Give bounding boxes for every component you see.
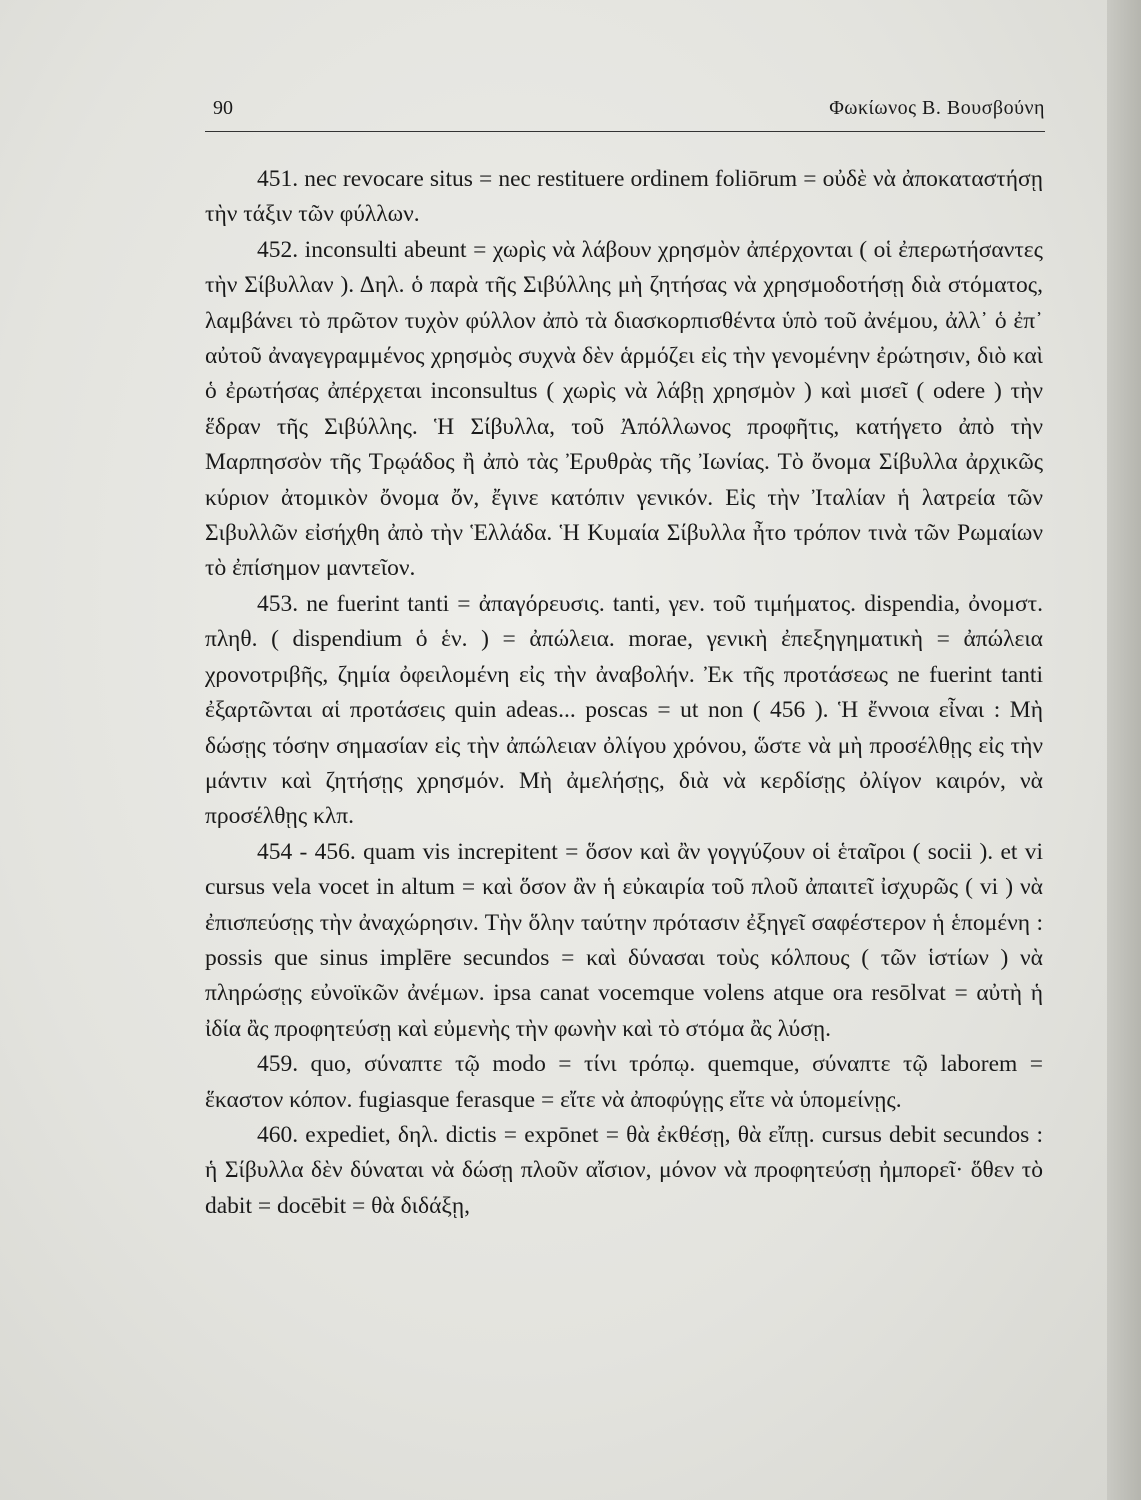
- page-number: 90: [213, 97, 233, 119]
- page-edge-shadow: [1107, 0, 1141, 1500]
- note-454-456: 454 - 456. quam vis increpitent = ὅσον καὶ ἂν γογγύζουν οἱ ἑταῖροι ( socii ). et vi cursus vela vocet in altum = καὶ ὅσον ἂν ἡ εὐκαιρία τοῦ πλοῦ ἀπαιτεῖ ἰσχυρῶς ( vi ) νὰ ἐπισπεύσῃς τὴν ἀναχώρησιν. Τὴν ὅλην ταύτην πρότασιν ἐξηγεῖ σαφέστερον ἡ ἑπομένη : possis que sinus implēre secundos = καὶ δύνασαι τοὺς κόλπους ( τῶν ἱστίων ) νὰ πληρώσῃς εὐνοϊκῶν ἀνέμων. ipsa canat vocemque volens atque ora resōlvat = αὐτὴ ἡ ἰδία ἂς προφητεύσῃ καὶ εὐμενὴς τὴν φωνὴν καὶ τὸ στόμα ἂς λύσῃ.: [205, 838, 1043, 1042]
- note-459: 459. quo, σύναπτε τῷ modo = τίνι τρόπῳ. quemque, σύναπτε τῷ laborem = ἕκαστον κόπον. fugiasque ferasque = εἴτε νὰ ἀποφύγῃς εἴτε νὰ ὑπομείνῃς.: [205, 1051, 1043, 1113]
- page-header: [205, 95, 1045, 132]
- commentary-body: [205, 162, 1043, 1224]
- note-453: 453. ne fuerint tanti = ἀπαγόρευσις. tanti, γεν. τοῦ τιμήματος. dispendia, ὀνομστ. πληθ. ( dispendium ὁ ἑν. ) = ἀπώλεια. morae, γενικὴ ἐπεξηγηματικὴ = ἀπώλεια χρονοτριβῆς, ζημία ὀφειλομένη εἰς τὴν ἀναβολήν. Ἐκ τῆς προτάσεως ne fuerint tanti ἐξαρτῶνται αἱ προτάσεις quin adeas... poscas = ut non ( 456 ). Ἡ ἔννοια εἶναι : Μὴ δώσῃς τόσην σημασίαν εἰς τὴν ἀπώλειαν ὀλίγου χρόνου, ὥστε νὰ μὴ προσέλθῃς εἰς τὴν μάντιν καὶ ζητήσῃς χρησμόν. Μὴ ἀμελήσῃς, διὰ νὰ κερδίσῃς ὀλίγον καιρόν, νὰ προσέλθῃς κλπ.: [205, 590, 1043, 830]
- note-451: 451. nec revocare situs = nec restituere ordinem foliōrum = οὐδὲ νὰ ἀποκαταστήσῃ τὴν τάξιν τῶν φύλλων.: [205, 166, 1043, 228]
- note-460: 460. expediet, δηλ. dictis = expōnet = θὰ ἐκθέσῃ, θὰ εἴπῃ. cursus debit secundos : ἡ Σίβυλλα δὲν δύναται νὰ δώσῃ πλοῦν αἴσιον, μόνον νὰ προφητεύσῃ ἠμπορεῖ· ὅθεν τὸ dabit = docēbit = θὰ διδάξῃ,: [205, 1121, 1043, 1219]
- running-title: Φωκίωνος Β. Βουσβούνη: [829, 97, 1045, 119]
- note-452: 452. inconsulti abeunt = χωρὶς νὰ λάβουν χρησμὸν ἀπέρχονται ( οἱ ἐπερωτήσαντες τὴν Σίβυλλαν ). Δηλ. ὁ παρὰ τῆς Σιβύλλης μὴ ζητήσας νὰ χρησμοδοτήσῃ διὰ στόματος, λαμβάνει τὸ πρῶτον τυχὸν φύλλον ἀπὸ τὰ διασκορπισθέντα ὑπὸ τοῦ ἀνέμου, ἀλλ᾽ ὁ ἐπ᾽ αὐτοῦ ἀναγεγραμμένος χρησμὸς συχνὰ δὲν ἁρμόζει εἰς τὴν γενομένην ἐρώτησιν, διὸ καὶ ὁ ἐρωτήσας ἀπέρχεται inconsultus ( χωρὶς νὰ λάβῃ χρησμὸν ) καὶ μισεῖ ( odere ) τὴν ἕδραν τῆς Σιβύλλης. Ἡ Σίβυλλα, τοῦ Ἀπόλλωνος προφῆτις, κατήγετο ἀπὸ τὴν Μαρπησσὸν τῆς Τρῳάδος ἢ ἀπὸ τὰς Ἐρυθρὰς τῆς Ἰωνίας. Τὸ ὄνομα Σίβυλλα ἀρχικῶς κύριον ἀτομικὸν ὄνομα ὄν, ἔγινε κατόπιν γενικόν. Εἰς τὴν Ἰταλίαν ἡ λατρεία τῶν Σιβυλλῶν εἰσήχθη ἀπὸ τὴν Ἑλλάδα. Ἡ Κυμαία Σίβυλλα ἦτο τρόπον τινὰ τῶν Ρωμαίων τὸ ἐπίσημον μαντεῖον.: [205, 236, 1043, 582]
